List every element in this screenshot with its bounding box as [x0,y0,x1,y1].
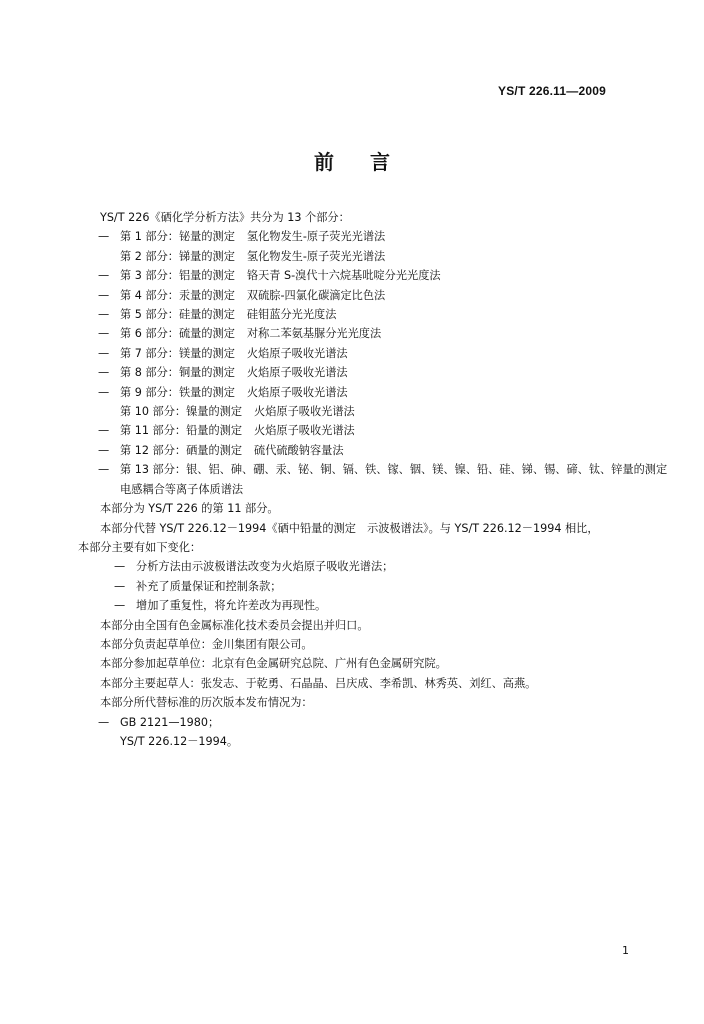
part-label: 第 1 部分：铋量的测定 [120,230,235,244]
list-item [78,557,648,576]
list-bullet: — [98,308,110,322]
part-method: 氢化物发生-原子荧光光谱法 [246,230,386,244]
list-bullet: — [98,443,110,457]
list-bullet: — [98,269,110,283]
replace-statement-continuation: 本部分主要有如下变化： [78,540,202,554]
part-label: 第 12 部分：硒量的测定 [120,443,243,457]
list-bullet: — [114,560,126,574]
part-label: 第 13 部分：银、铝、砷、硼、汞、铋、铜、镉、铁、镓、铟、镁、镍、铅、硅、锑、锡、碲、钛、锌量的测定 [120,463,668,477]
participating-units: 本部分参加起草单位：北京有色金属研究总院、广州有色金属研究院。 [100,657,447,671]
change-text: 增加了重复性，将允许差改为再现性。 [136,599,327,613]
title-char-1: 前 [314,150,334,174]
list-item [78,266,648,285]
list-item [78,713,648,732]
drafting-unit: 本部分负责起草单位：金川集团有限公司。 [100,637,313,651]
list-item [78,441,648,460]
list-item [78,383,648,402]
part-label: 第 9 部分：铁量的测定 [120,385,235,399]
list-bullet: — [98,366,110,380]
list-bullet: — [98,230,110,244]
part-method: 火焰原子吸收光谱法 [246,385,348,399]
part-label: 第 8 部分：铜量的测定 [120,366,235,380]
change-text: 分析方法由示波极谱法改变为火焰原子吸收光谱法； [136,560,394,574]
statement-part: 本部分为 YS/T 226 的第 11 部分。 [100,502,279,516]
intro-paragraph: YS/T 226《硒化学分析方法》共分为 13 个部分： [100,211,350,224]
parts-list [78,227,668,499]
list-item [78,460,668,479]
list-item [78,577,648,596]
list-item [78,402,648,421]
part-method: 铬天青 S-溴代十六烷基吡啶分光光度法 [246,269,441,283]
title-char-2: 言 [370,150,390,174]
part-method: 火焰原子吸收光谱法 [254,405,355,419]
history-list [78,713,648,752]
list-bullet: — [98,385,110,399]
part-label: 第 7 部分：镁量的测定 [120,346,235,360]
list-item [78,247,648,266]
part-label: 第 4 部分：汞量的测定 [120,288,235,302]
part-method: 硅钼蓝分光光度法 [246,308,337,322]
part-method: 火焰原子吸收光谱法 [254,424,355,438]
part-method: 双硫腙-四氯化碳滴定比色法 [246,288,386,302]
part-method: 硫代硫酸钠容量法 [254,443,344,457]
page-number: 1 [622,944,629,957]
history-intro: 本部分所代替标准的历次版本发布情况为： [100,696,313,710]
history-text: GB 2121—1980； [120,715,220,729]
proposed-by: 本部分由全国有色金属标准化技术委员会提出并归口。 [100,618,369,632]
list-bullet: — [98,463,110,477]
part-label: 第 2 部分：锑量的测定 [120,249,235,263]
list-item [78,286,648,305]
list-bullet: — [98,424,110,438]
list-item [78,363,648,382]
list-item [78,305,648,324]
drafters: 本部分主要起草人：张发志、于乾勇、石晶晶、吕庆成、李希凯、林秀英、刘红、高燕。 [100,676,537,690]
list-bullet: — [114,579,126,593]
part-label: 第 11 部分：铅量的测定 [120,424,243,438]
list-item: YS/T 226.12－1994。 [120,734,239,748]
list-bullet: — [98,288,110,302]
list-item [78,596,648,615]
list-item [78,344,648,363]
list-bullet: — [98,327,110,341]
part-label: 第 5 部分：硅量的测定 [120,308,235,322]
list-bullet: — [98,346,110,360]
part-method: 火焰原子吸收光谱法 [246,366,348,380]
list-bullet: — [98,715,110,729]
part-label: 第 10 部分：镍量的测定 [120,405,243,419]
list-item [78,324,648,343]
part-method: 对称二苯氨基脲分光光度法 [246,327,382,341]
foreword-body [78,208,668,751]
part-label: 第 3 部分：铝量的测定 [120,269,235,283]
list-item [78,421,648,440]
list-item-continuation: 电感耦合等离子体质谱法 [120,482,244,496]
part-method: 氢化物发生-原子荧光光谱法 [246,249,386,263]
list-bullet: — [114,599,126,613]
part-label: 第 6 部分：硫量的测定 [120,327,235,341]
part-method: 火焰原子吸收光谱法 [246,346,348,360]
page-title [0,146,704,175]
list-item [78,227,648,246]
changes-list [78,557,648,615]
change-text: 补充了质量保证和控制条款； [136,579,282,593]
standard-code: YS/T 226.11—2009 [498,84,606,98]
replace-statement: 本部分代替 YS/T 226.12－1994《硒中铅量的测定 示波极谱法》。与 YS/T 226.12－1994 相比， [100,521,599,535]
